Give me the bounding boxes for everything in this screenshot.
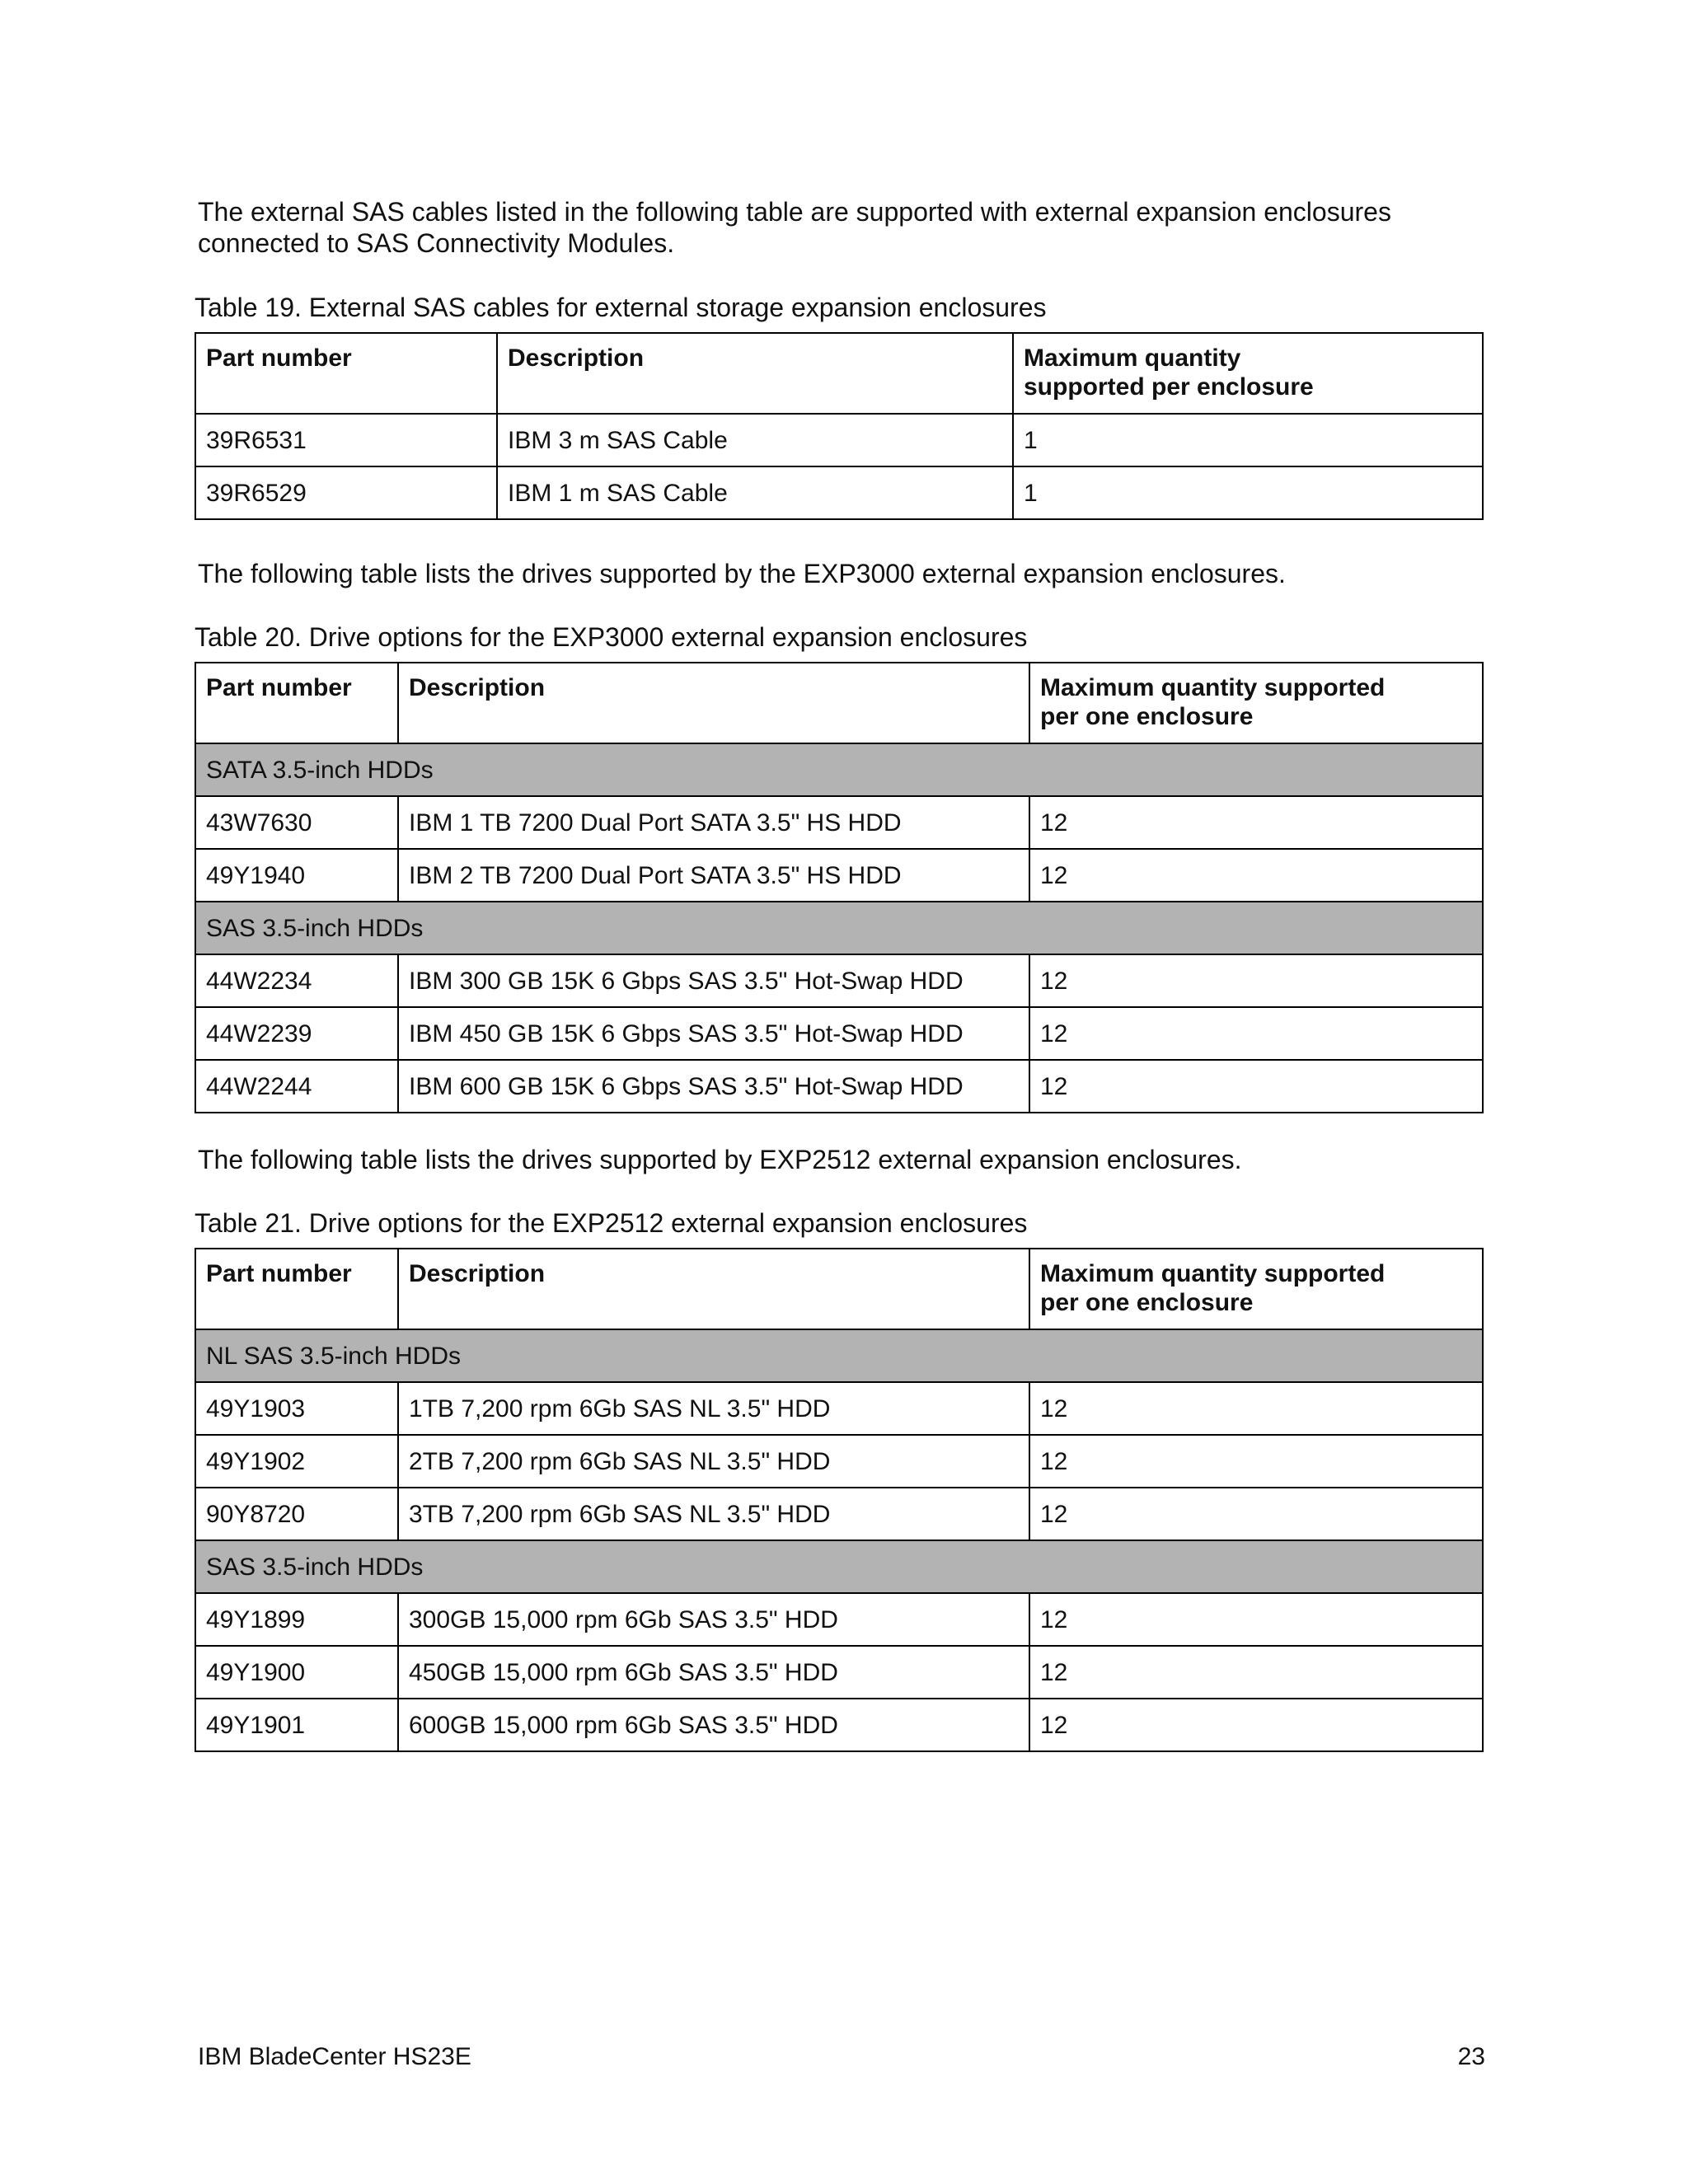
description-cell: IBM 450 GB 15K 6 Gbps SAS 3.5" Hot-Swap HDD <box>398 1007 1029 1060</box>
section-row-sata <box>195 743 1483 796</box>
part-number-cell: 49Y1902 <box>195 1435 398 1488</box>
footer-document-title: IBM BladeCenter HS23E <box>198 2043 471 2070</box>
description-cell: IBM 600 GB 15K 6 Gbps SAS 3.5" Hot-Swap HDD <box>398 1060 1029 1113</box>
table-row <box>195 466 1483 519</box>
table-header-row <box>195 1249 1483 1329</box>
header-part-number: Part number <box>195 333 497 414</box>
description-cell: 600GB 15,000 rpm 6Gb SAS 3.5" HDD <box>398 1699 1029 1751</box>
part-number-cell: 49Y1899 <box>195 1593 398 1646</box>
table-header-row <box>195 333 1483 414</box>
table20-caption: Table 20. Drive options for the EXP3000 external expansion enclosures <box>195 622 1028 652</box>
quantity-cell: 12 <box>1029 1435 1483 1488</box>
part-number-cell: 49Y1940 <box>195 849 398 902</box>
table19-caption: Table 19. External SAS cables for external storage expansion enclosures <box>195 293 1047 322</box>
description-cell: IBM 3 m SAS Cable <box>497 414 1013 466</box>
header-max-quantity: Maximum quantity supported per one enclosure <box>1029 663 1483 743</box>
section-row-sas <box>195 902 1483 954</box>
section-title: SAS 3.5-inch HDDs <box>195 1540 1483 1593</box>
table-row <box>195 1060 1483 1113</box>
table-row <box>195 1699 1483 1751</box>
description-cell: 3TB 7,200 rpm 6Gb SAS NL 3.5" HDD <box>398 1488 1029 1540</box>
description-cell: 450GB 15,000 rpm 6Gb SAS 3.5" HDD <box>398 1646 1029 1699</box>
quantity-cell: 12 <box>1029 1060 1483 1113</box>
part-number-cell: 49Y1903 <box>195 1382 398 1435</box>
table-row <box>195 1593 1483 1646</box>
quantity-cell: 12 <box>1029 849 1483 902</box>
description-cell: 300GB 15,000 rpm 6Gb SAS 3.5" HDD <box>398 1593 1029 1646</box>
part-number-cell: 39R6529 <box>195 466 497 519</box>
section-title: SATA 3.5-inch HDDs <box>195 743 1483 796</box>
table21 <box>195 1248 1484 1752</box>
table-row <box>195 1488 1483 1540</box>
quantity-cell: 12 <box>1029 1593 1483 1646</box>
part-number-cell: 49Y1900 <box>195 1646 398 1699</box>
section-title: NL SAS 3.5-inch HDDs <box>195 1329 1483 1382</box>
table21-intro-paragraph: The following table lists the drives supported by EXP2512 external expansion enclosures. <box>198 1145 1242 1174</box>
header-description: Description <box>497 333 1013 414</box>
description-cell: IBM 300 GB 15K 6 Gbps SAS 3.5" Hot-Swap HDD <box>398 954 1029 1007</box>
quantity-cell: 1 <box>1013 414 1483 466</box>
header-description: Description <box>398 1249 1029 1329</box>
table20 <box>195 662 1484 1113</box>
header-part-number: Part number <box>195 1249 398 1329</box>
description-cell: IBM 1 m SAS Cable <box>497 466 1013 519</box>
description-cell: 1TB 7,200 rpm 6Gb SAS NL 3.5" HDD <box>398 1382 1029 1435</box>
part-number-cell: 49Y1901 <box>195 1699 398 1751</box>
quantity-cell: 12 <box>1029 1007 1483 1060</box>
quantity-cell: 12 <box>1029 1646 1483 1699</box>
part-number-cell: 39R6531 <box>195 414 497 466</box>
table-row <box>195 1646 1483 1699</box>
description-cell: IBM 2 TB 7200 Dual Port SATA 3.5" HS HDD <box>398 849 1029 902</box>
quantity-cell: 12 <box>1029 1699 1483 1751</box>
section-title: SAS 3.5-inch HDDs <box>195 902 1483 954</box>
part-number-cell: 90Y8720 <box>195 1488 398 1540</box>
description-cell: 2TB 7,200 rpm 6Gb SAS NL 3.5" HDD <box>398 1435 1029 1488</box>
quantity-cell: 12 <box>1029 954 1483 1007</box>
header-part-number: Part number <box>195 663 398 743</box>
table-header-row <box>195 663 1483 743</box>
header-description: Description <box>398 663 1029 743</box>
table-row <box>195 1382 1483 1435</box>
table19 <box>195 332 1484 520</box>
section-row-sas <box>195 1540 1483 1593</box>
table-row <box>195 1435 1483 1488</box>
table-row <box>195 849 1483 902</box>
description-cell: IBM 1 TB 7200 Dual Port SATA 3.5" HS HDD <box>398 796 1029 849</box>
header-max-quantity: Maximum quantity supported per enclosure <box>1013 333 1483 414</box>
header-max-quantity: Maximum quantity supported per one enclosure <box>1029 1249 1483 1329</box>
part-number-cell: 43W7630 <box>195 796 398 849</box>
quantity-cell: 12 <box>1029 796 1483 849</box>
part-number-cell: 44W2244 <box>195 1060 398 1113</box>
quantity-cell: 1 <box>1013 466 1483 519</box>
quantity-cell: 12 <box>1029 1488 1483 1540</box>
table-row <box>195 954 1483 1007</box>
intro-paragraph: The external SAS cables listed in the following table are supported with external expansion enclosures connected to SAS Connectivity Modules. <box>198 197 1391 258</box>
table20-intro-paragraph: The following table lists the drives supported by the EXP3000 external expansion enclosures. <box>198 559 1286 588</box>
table-row <box>195 414 1483 466</box>
quantity-cell: 12 <box>1029 1382 1483 1435</box>
table-row <box>195 1007 1483 1060</box>
part-number-cell: 44W2239 <box>195 1007 398 1060</box>
part-number-cell: 44W2234 <box>195 954 398 1007</box>
table21-caption: Table 21. Drive options for the EXP2512 external expansion enclosures <box>195 1208 1028 1238</box>
footer-page-number: 23 <box>1457 2043 1485 2070</box>
section-row-nl-sas <box>195 1329 1483 1382</box>
table-row <box>195 796 1483 849</box>
